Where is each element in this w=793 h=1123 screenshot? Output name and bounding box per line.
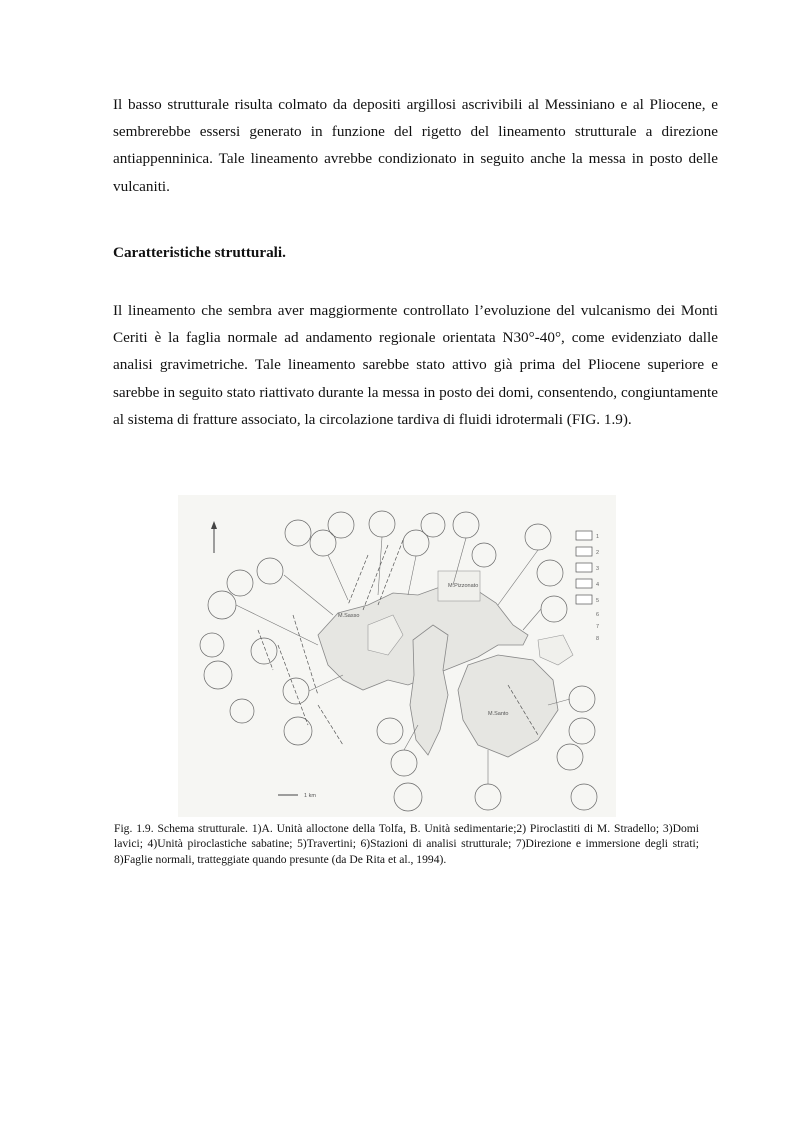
legend-swatch-5 (576, 595, 592, 604)
legend-number-4: 4 (596, 582, 600, 588)
paragraph-basso-strutturale: Il basso strutturale risulta colmato da depositi argillosi ascrivibili al Messiniano e al Pliocene, e sembrerebbe essersi generato in funzione del rigetto del lineamento strutturale a direzione antiappenninica. Tale lineamento avrebbe condizionato in seguito anche la messa in posto delle vulcaniti. (113, 96, 718, 195)
section-heading: Caratteristiche strutturali. (113, 244, 286, 261)
scale-label: 1 km (304, 793, 316, 799)
paragraph-lineamento: Il lineamento che sembra aver maggiormente controllato l’evoluzione del vulcanismo dei Monti Ceriti è la faglia normale ad andamento regionale orientata N30°-40°, come evidenziato dalle analisi gravimetriche. Tale lineamento sarebbe stato attivo già prima del Pliocene superiore e sarebbe in seguito stato riattivato durante la messa in posto dei domi, consentendo, congiuntamente al sistema di fratture associato, la circolazione tardiva di fluidi idrotermali (FIG. 1.9). (113, 302, 718, 428)
label-m-santo: M.Santo (488, 711, 509, 717)
legend-number-3: 3 (596, 566, 600, 572)
unit-east (538, 635, 573, 665)
structural-map-figure (178, 495, 616, 817)
figure-caption: Fig. 1.9. Schema strutturale. 1)A. Unità alloctone della Tolfa, B. Unità sedimentarie;2) Piroclastiti di M. Stradello; 3)Domi lavici; 4)Unità piroclastiche sabatine; 5)Travertini; 6)Stazioni di analisi strutturale; 7)Direzione e immersione degli strati; 8)Faglie normali, tratteggiate quando presunte (da De Rita et al., 1994). (114, 822, 699, 866)
legend-swatch-2 (576, 547, 592, 556)
structural-map (178, 495, 616, 817)
legend-number-8: 8 (596, 636, 600, 642)
legend-swatch-4 (576, 579, 592, 588)
legend (576, 531, 592, 604)
legend-number-2: 2 (596, 550, 600, 556)
legend-number-1: 1 (596, 534, 600, 540)
legend-swatch-1 (576, 531, 592, 540)
label-m-sasso: M.Sasso (338, 613, 360, 619)
legend-swatch-3 (576, 563, 592, 572)
scale-bar (278, 793, 316, 799)
label-m-pizzonato: M.Pizzonato (448, 583, 479, 589)
dome-elongated (410, 625, 448, 755)
dome-southeast (458, 655, 558, 757)
legend-numbers (596, 534, 599, 642)
legend-number-5: 5 (596, 598, 600, 604)
legend-number-7: 7 (596, 624, 600, 630)
north-arrow-icon (211, 521, 217, 553)
legend-number-6: 6 (596, 612, 600, 618)
